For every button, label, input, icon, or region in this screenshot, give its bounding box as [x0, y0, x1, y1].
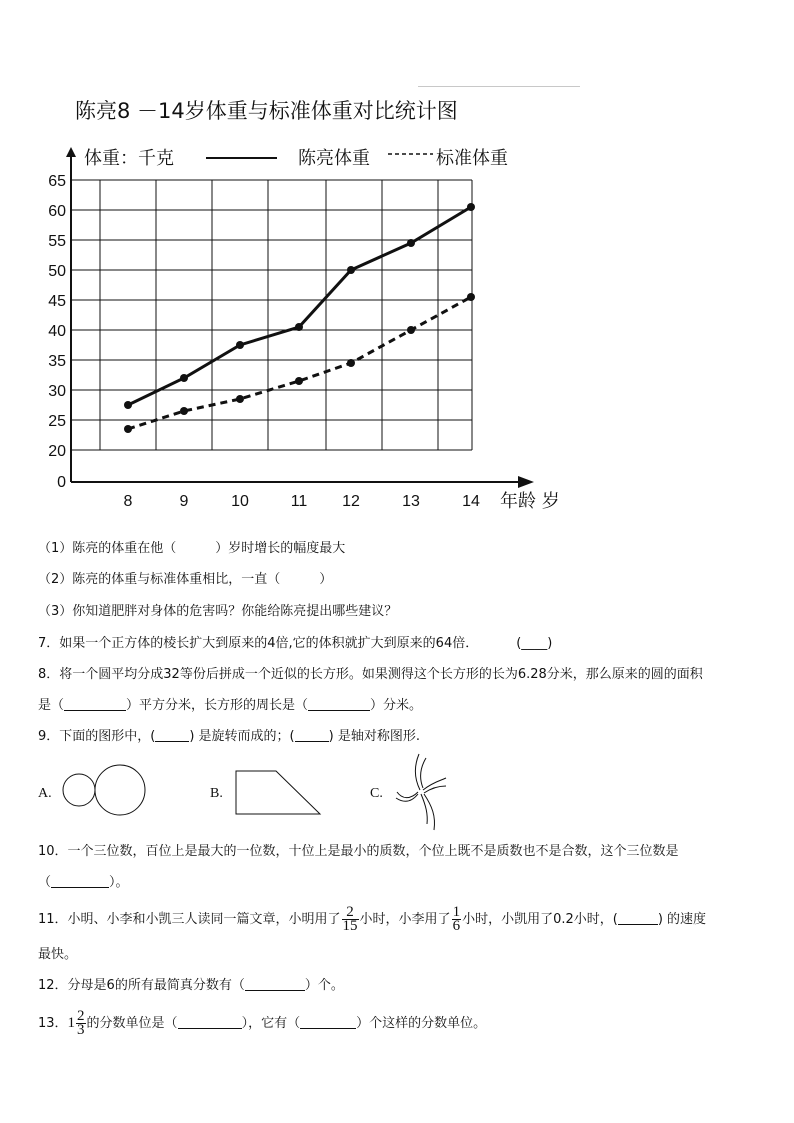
- question-11: [38, 900, 706, 940]
- y-tick-label: 35: [48, 353, 66, 370]
- chenliang-point-11: [295, 323, 303, 331]
- q11-blank[interactable]: [618, 912, 658, 925]
- question-1: （1）陈亮的体重在他（ ）岁时增长的幅度最大: [38, 541, 346, 556]
- x-tick-labels: [124, 493, 480, 510]
- q11-text-d: ) 的速度: [657, 912, 707, 927]
- q10-blank[interactable]: [51, 875, 109, 888]
- option-a-small-circle: [63, 774, 95, 806]
- question-7-text: 7．如果一个正方体的棱长扩大到原来的4倍,它的体积就扩大到原来的64倍．: [38, 636, 479, 651]
- y-axis-arrow: [66, 147, 76, 157]
- legend-solid-label: 陈亮体重: [298, 148, 370, 169]
- y-tick-labels: [48, 173, 66, 491]
- x-axis-label: 年龄 岁: [500, 491, 560, 512]
- question-8-line2: [38, 698, 422, 714]
- option-a-label: A.: [38, 786, 52, 801]
- option-b-label: B.: [210, 786, 223, 801]
- x-tick-label: 12: [342, 493, 360, 510]
- q8-text-b: ）平方分米，长方形的周长是（: [126, 698, 309, 713]
- y-tick-label: 60: [48, 203, 66, 220]
- standard-weight-line: [128, 297, 471, 429]
- chenliang-point-9: [180, 374, 188, 382]
- chart-series: [124, 203, 475, 433]
- chart-grid: [71, 180, 472, 450]
- standard-point-12: [347, 359, 355, 367]
- q12-blank[interactable]: [245, 978, 305, 991]
- q8-blank-1[interactable]: [64, 698, 126, 711]
- question-3: （3）你知道肥胖对身体的危害吗？你能给陈亮提出哪些建议？: [38, 604, 398, 619]
- chart-title: 陈亮8 －14岁体重与标准体重对比统计图: [75, 99, 458, 123]
- q13-fraction: $\frac{2}{3}$: [77, 1008, 85, 1038]
- q11-text-c: 小时，小凯用了0.2小时，(: [462, 912, 618, 927]
- chart-axes: [66, 147, 534, 488]
- q13-text-a: 13．: [38, 1016, 68, 1031]
- x-tick-label: 10: [231, 493, 249, 510]
- q11-text-b: 小时，小李用了: [359, 912, 451, 927]
- standard-point-14: [467, 293, 475, 301]
- q13-text-b: 的分数单位是（: [86, 1016, 178, 1031]
- q11-text-a: 11．小明、小李和小凯三人读同一篇文章，小明用了: [38, 912, 341, 927]
- chenliang-point-12: [347, 266, 355, 274]
- x-tick-label: 9: [179, 493, 189, 510]
- question-9: [38, 729, 420, 745]
- chenliang-point-14: [467, 203, 475, 211]
- q11-fraction-1: $\frac{2}{15}$: [342, 904, 358, 934]
- x-axis-arrow: [518, 476, 534, 488]
- q8-text-a: 是（: [38, 698, 65, 713]
- q10-text-b: ）。: [109, 875, 129, 890]
- standard-point-13: [407, 326, 415, 334]
- y-tick-label: 40: [48, 323, 66, 340]
- weight-line-chart: [40, 135, 580, 520]
- question-10-line2: [38, 875, 129, 891]
- x-tick-label: 14: [462, 493, 480, 510]
- q9-text-b: ) 是旋转而成的；(: [189, 729, 295, 744]
- y-tick-label: 50: [48, 263, 66, 280]
- standard-point-10: [236, 395, 244, 403]
- q13-blank-1[interactable]: [178, 1016, 242, 1029]
- chenliang-point-8: [124, 401, 132, 409]
- option-c-pinwheel: [396, 754, 446, 830]
- q12-text-a: 12．分母是6的所有最简真分数有（: [38, 978, 245, 993]
- question-11-line2: 最快。: [38, 947, 78, 962]
- q13-text-c: ），它有（: [241, 1016, 301, 1031]
- x-tick-label: 13: [402, 493, 420, 510]
- header-rule: [418, 86, 580, 87]
- q9-text-a: 9．下面的图形中，(: [38, 729, 156, 744]
- y-axis-label: 体重：千克: [84, 148, 174, 169]
- q9-blank-2[interactable]: [295, 729, 329, 742]
- option-figures: [0, 750, 794, 840]
- question-8-line1: 8．将一个圆平均分成32等份后拼成一个近似的长方形。如果测得这个长方形的长为6.28分米，那么原来的圆的面积: [38, 667, 703, 682]
- question-7-blank: (____): [516, 636, 553, 651]
- q11-fraction-2: $\frac{1}{6}$: [452, 904, 461, 934]
- q8-blank-2[interactable]: [308, 698, 370, 711]
- standard-point-8: [124, 425, 132, 433]
- y-tick-label: 20: [48, 443, 66, 460]
- option-b-trapezoid: [236, 771, 320, 814]
- chenliang-point-10: [236, 341, 244, 349]
- q13-whole: 1: [67, 1015, 76, 1031]
- q10-text-a: （: [38, 875, 52, 890]
- y-tick-label: 0: [57, 474, 66, 491]
- chenliang-weight-line: [128, 207, 471, 405]
- q8-text-c: ）分米。: [370, 698, 423, 713]
- chenliang-point-13: [407, 239, 415, 247]
- q12-text-b: ）个。: [304, 978, 344, 993]
- option-c-label: C.: [370, 786, 383, 801]
- question-13: [38, 1004, 486, 1043]
- y-tick-label: 65: [48, 173, 66, 190]
- standard-point-11: [295, 377, 303, 385]
- x-tick-label: 8: [123, 493, 133, 510]
- q9-text-c: ) 是轴对称图形.: [328, 729, 420, 744]
- question-2: （2）陈亮的体重与标准体重相比，一直（ ）: [38, 572, 333, 587]
- y-tick-label: 55: [48, 233, 66, 250]
- y-tick-label: 30: [48, 383, 66, 400]
- x-tick-label: 11: [290, 493, 308, 510]
- question-12: [38, 978, 344, 994]
- option-a-large-circle: [95, 765, 145, 815]
- legend-dashed-label: 标准体重: [436, 148, 508, 169]
- q13-blank-2[interactable]: [300, 1016, 356, 1029]
- question-10-line1: 10．一个三位数，百位上是最大的一位数，十位上是最小的质数，个位上既不是质数也不是合数，这个三位数是: [38, 844, 679, 859]
- y-tick-label: 45: [48, 293, 66, 310]
- y-tick-label: 25: [48, 413, 66, 430]
- standard-point-9: [180, 407, 188, 415]
- q9-blank-1[interactable]: [155, 729, 189, 742]
- question-7: [38, 636, 552, 652]
- q13-text-d: ）个这样的分数单位。: [356, 1016, 487, 1031]
